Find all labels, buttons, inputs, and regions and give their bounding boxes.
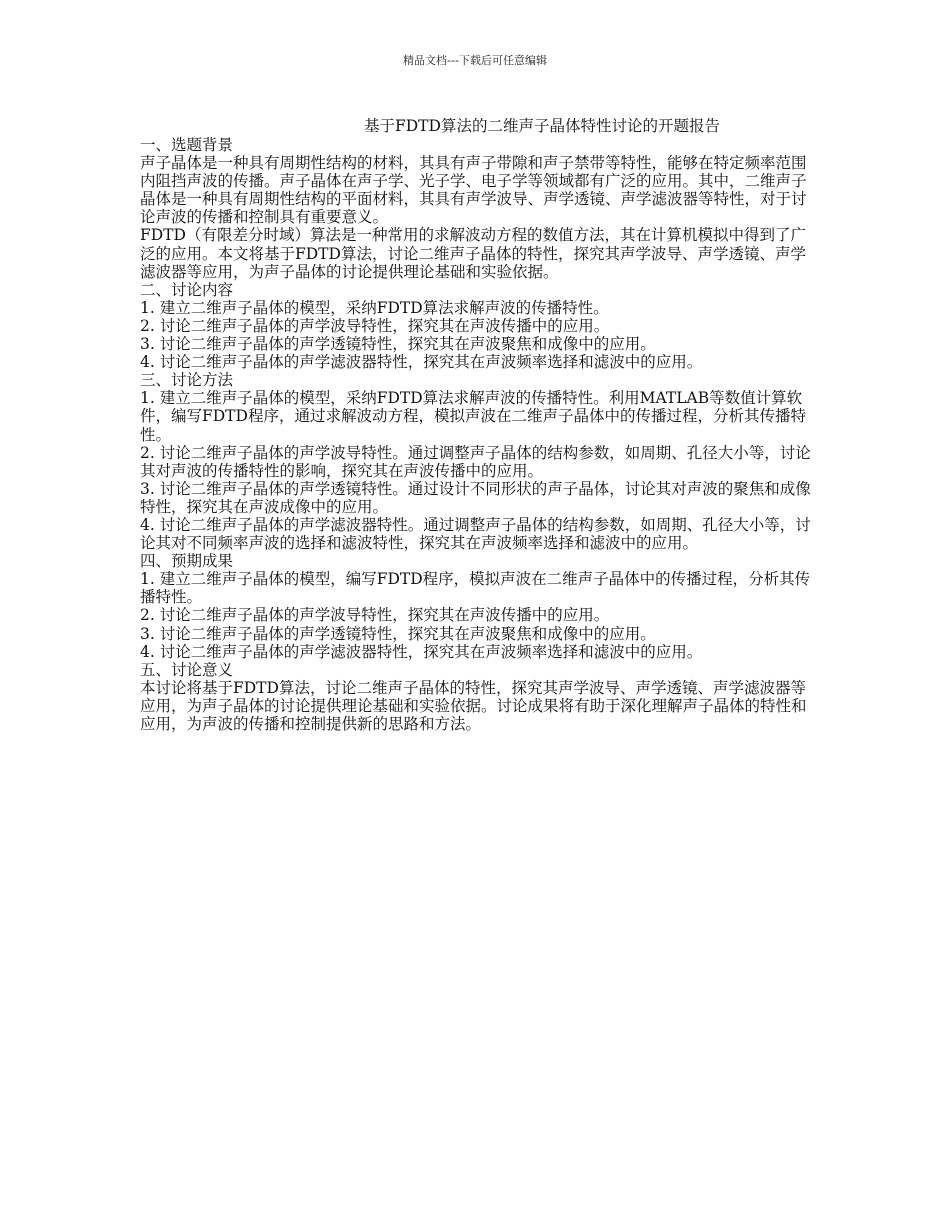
list-item: 3. 讨论二维声子晶体的声学透镜特性。通过设计不同形状的声子晶体，讨论其对声波的聚焦和成像特性，探究其在声波成像中的应用。 bbox=[140, 479, 811, 516]
section-heading-content: 二、讨论内容 bbox=[140, 280, 234, 299]
list-item: 1. 建立二维声子晶体的模型，采纳FDTD算法求解声波的传播特性。利用MATLAB等数值计算软件，编写FDTD程序，通过求解波动方程，模拟声波在二维声子晶体中的传播过程，分析其传播特性。 bbox=[140, 389, 806, 444]
document-title: 基于FDTD算法的二维声子晶体特性讨论的开题报告 bbox=[364, 117, 720, 135]
list-item: 2. 讨论二维声子晶体的声学波导特性，探究其在声波传播中的应用。 bbox=[140, 606, 610, 625]
body-paragraph: FDTD（有限差分时域）算法是一种常用的求解波动方程的数值方法，其在计算机模拟中得到了广泛的应用。本文将基于FDTD算法，讨论二维声子晶体的特性，探究其声学波导、声学透镜、声学滤波器等应用，为声子晶体的讨论提供理论基础和实验依据。 bbox=[140, 226, 806, 281]
list-item: 4. 讨论二维声子晶体的声学滤波器特性。通过调整声子晶体的结构参数，如周期、孔径大小等，讨论其对不同频率声波的选择和滤波特性，探究其在声波频率选择和滤波中的应用。 bbox=[140, 515, 811, 553]
list-item: 2. 讨论二维声子晶体的声学波导特性。通过调整声子晶体的结构参数，如周期、孔径大小等，讨论其对声波的传播特性的影响，探究其在声波传播中的应用。 bbox=[140, 443, 811, 480]
section-heading-expected-results: 四、预期成果 bbox=[140, 552, 234, 571]
list-item: 3. 讨论二维声子晶体的声学透镜特性，探究其在声波聚焦和成像中的应用。 bbox=[140, 335, 656, 354]
section-heading-method: 三、讨论方法 bbox=[140, 371, 234, 390]
page-header: 精品文档---下载后可任意编辑 bbox=[403, 54, 547, 67]
body-paragraph: 本讨论将基于FDTD算法，讨论二维声子晶体的特性，探究其声学波导、声学透镜、声学滤波器等应用，为声子晶体的讨论提供理论基础和实验依据。讨论成果将有助于深化理解声子晶体的特性和应用，为声波的传播和控制提供新的思路和方法。 bbox=[140, 678, 807, 733]
body-paragraph: 声子晶体是一种具有周期性结构的材料，其具有声子带隙和声子禁带等特性，能够在特定频率范围内阻挡声波的传播。声子晶体在声子学、光子学、电子学等领域都有广泛的应用。其中，二维声子晶体是一种具有周期性结构的平面材料，其具有声学波导、声学透镜、声学滤波器等特性，对于讨论声波的传播和控制具有重要意义。 bbox=[140, 154, 807, 227]
list-item: 1. 建立二维声子晶体的模型，编写FDTD程序，模拟声波在二维声子晶体中的传播过程，分析其传播特性。 bbox=[140, 570, 811, 607]
list-item: 2. 讨论二维声子晶体的声学波导特性，探究其在声波传播中的应用。 bbox=[140, 316, 610, 335]
document-body bbox=[140, 136, 812, 733]
list-item: 4. 讨论二维声子晶体的声学滤波器特性，探究其在声波频率选择和滤波中的应用。 bbox=[140, 642, 703, 661]
list-item: 1. 建立二维声子晶体的模型，采纳FDTD算法求解声波的传播特性。 bbox=[140, 298, 609, 317]
list-item: 3. 讨论二维声子晶体的声学透镜特性，探究其在声波聚焦和成像中的应用。 bbox=[140, 624, 656, 643]
list-item: 4. 讨论二维声子晶体的声学滤波器特性，探究其在声波频率选择和滤波中的应用。 bbox=[140, 353, 703, 372]
section-heading-significance: 五、讨论意义 bbox=[140, 660, 234, 679]
section-heading-background: 一、选题背景 bbox=[140, 136, 234, 154]
